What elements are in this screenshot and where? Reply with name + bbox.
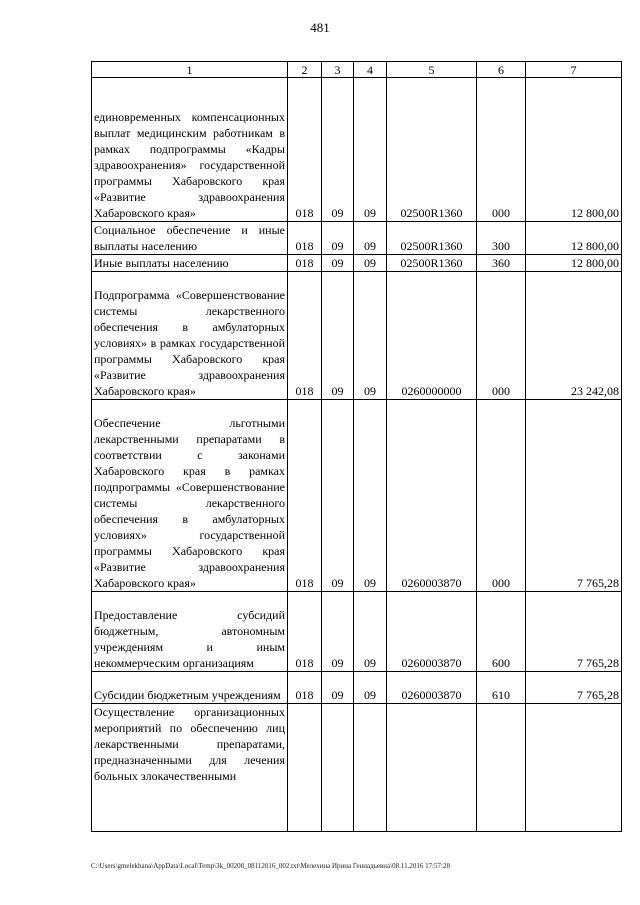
row-target: 02500R1360 xyxy=(387,78,477,222)
row-name: Иные выплаты населению xyxy=(92,255,288,272)
row-amount: 12 800,00 xyxy=(526,222,622,255)
table-row xyxy=(92,255,622,272)
row-code: 018 xyxy=(288,222,322,255)
table-row xyxy=(92,272,622,400)
footer-file-path: C:\Users\gmelekhana\AppData\Local\Temp\3k_00208_08112016_002.txt\Мелехина Ирина Геннадьевна\08.11.2016 17:57:28 xyxy=(91,862,450,870)
column-header: 6 xyxy=(477,62,526,78)
row-amount: 12 800,00 xyxy=(526,255,622,272)
row-amount: 7 765,28 xyxy=(526,400,622,592)
row-amount xyxy=(526,704,622,832)
table-row xyxy=(92,704,622,832)
row-target xyxy=(387,704,477,832)
column-header: 5 xyxy=(387,62,477,78)
row-code: 018 xyxy=(288,272,322,400)
row-section: 09 xyxy=(322,222,354,255)
row-code: 018 xyxy=(288,672,322,704)
row-amount: 12 800,00 xyxy=(526,78,622,222)
row-code: 018 xyxy=(288,592,322,672)
row-expense-type xyxy=(477,704,526,832)
column-header: 4 xyxy=(354,62,387,78)
table-row xyxy=(92,400,622,592)
row-name: Социальное обеспечение и иные выплаты населению xyxy=(92,222,288,255)
row-subsection: 09 xyxy=(354,400,387,592)
row-expense-type: 360 xyxy=(477,255,526,272)
row-expense-type: 610 xyxy=(477,672,526,704)
row-target: 0260003870 xyxy=(387,400,477,592)
row-expense-type: 000 xyxy=(477,400,526,592)
column-header: 3 xyxy=(322,62,354,78)
row-target: 0260000000 xyxy=(387,272,477,400)
table-row xyxy=(92,672,622,704)
row-section: 09 xyxy=(322,672,354,704)
row-subsection: 09 xyxy=(354,222,387,255)
row-code: 018 xyxy=(288,78,322,222)
row-section: 09 xyxy=(322,255,354,272)
row-subsection: 09 xyxy=(354,255,387,272)
row-target: 02500R1360 xyxy=(387,222,477,255)
row-code: 018 xyxy=(288,255,322,272)
row-section: 09 xyxy=(322,272,354,400)
table-row xyxy=(92,592,622,672)
row-expense-type: 000 xyxy=(477,78,526,222)
row-target: 02500R1360 xyxy=(387,255,477,272)
row-expense-type: 600 xyxy=(477,592,526,672)
row-name: Обеспечение льготными лекарственными препаратами в соответствии с законами Хабаровского края в рамках подпрограммы «Совершенствование системы лекарственного обеспечения в амбулаторных условиях» государственной программы Хабаровского края «Развитие здравоохранения Хабаровского края» xyxy=(92,400,288,592)
row-amount: 7 765,28 xyxy=(526,592,622,672)
column-header: 1 xyxy=(92,62,288,78)
row-subsection: 09 xyxy=(354,78,387,222)
column-header: 7 xyxy=(526,62,622,78)
row-name: Субсидии бюджетным учреждениям xyxy=(92,672,288,704)
row-name: Предоставление субсидий бюджетным, автономным учреждениям и иным некоммерческим организациям xyxy=(92,592,288,672)
row-section: 09 xyxy=(322,400,354,592)
row-expense-type: 000 xyxy=(477,272,526,400)
row-expense-type: 300 xyxy=(477,222,526,255)
row-subsection: 09 xyxy=(354,592,387,672)
row-target: 0260003870 xyxy=(387,592,477,672)
row-section xyxy=(322,704,354,832)
row-code xyxy=(288,704,322,832)
table-row xyxy=(92,78,622,222)
row-section: 09 xyxy=(322,78,354,222)
column-header: 2 xyxy=(288,62,322,78)
table-header-row xyxy=(92,62,622,78)
row-subsection: 09 xyxy=(354,672,387,704)
row-subsection: 09 xyxy=(354,272,387,400)
page-number: 481 xyxy=(310,20,330,35)
row-name: единовременных компенсационных выплат медицинским работникам в рамках подпрограммы «Кадры здравоохранения» государственной программы Хабаровского края «Развитие здравоохранения Хабаровского края» xyxy=(92,78,288,222)
row-code: 018 xyxy=(288,400,322,592)
row-amount: 23 242,08 xyxy=(526,272,622,400)
table-row xyxy=(92,222,622,255)
budget-table xyxy=(91,61,622,832)
row-name: Осуществление организационных мероприятий по обеспечению лиц лекарственными препаратами, предназначенными для лечения больных злокачественными xyxy=(92,704,288,832)
row-target: 0260003870 xyxy=(387,672,477,704)
row-section: 09 xyxy=(322,592,354,672)
row-amount: 7 765,28 xyxy=(526,672,622,704)
row-subsection xyxy=(354,704,387,832)
row-name: Подпрограмма «Совершенствование системы лекарственного обеспечения в амбулаторных условиях» в рамках государственной программы Хабаровского края «Развитие здравоохранения Хабаровского края» xyxy=(92,272,288,400)
